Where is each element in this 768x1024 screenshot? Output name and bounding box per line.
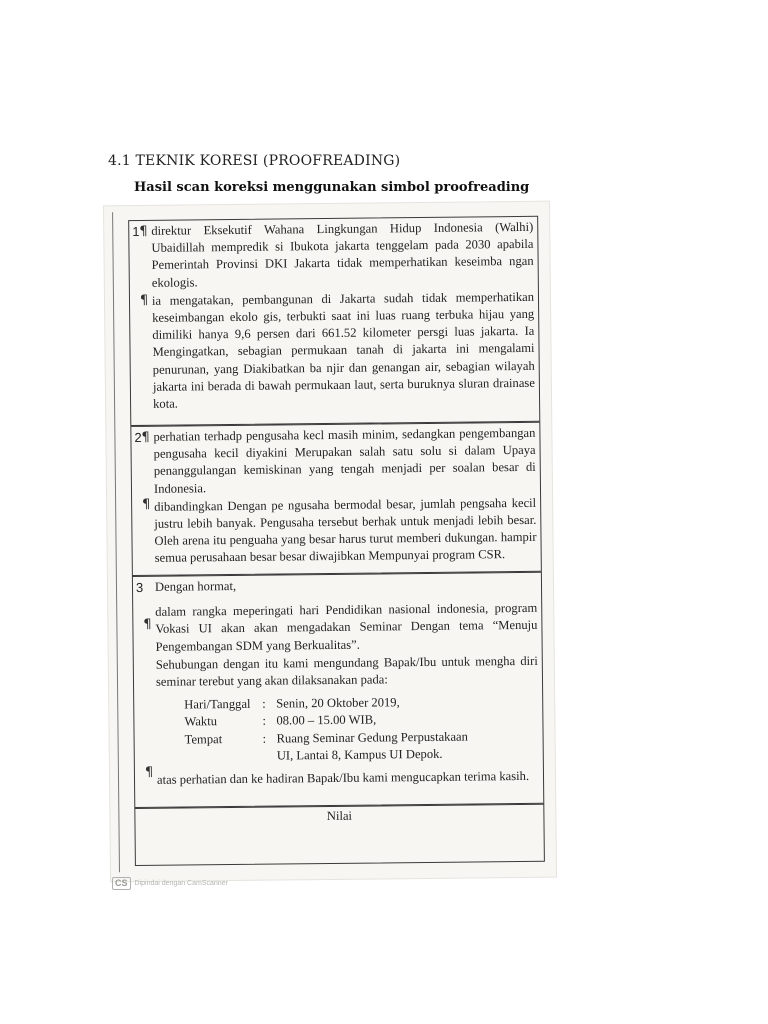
paragraph-mark-icon: ¶ — [144, 764, 154, 780]
exercise-text — [155, 575, 539, 789]
section-heading: 4.1 TEKNIK KORESI (PROOFREADING) — [108, 153, 401, 169]
schedule-row: Waktu : 08.00 – 15.00 WIB, — [184, 712, 377, 729]
exercise-box-2 — [130, 422, 542, 576]
exercise-box-3 — [132, 572, 544, 808]
page-edge-line — [112, 212, 120, 872]
paragraph: dibandingkan Dengan pe ngusaha bermodal besar, jumlah pengsaha kecil justru lebih banyak. Pengusaha tersebut berhak untuk menjadi lebih besar. Oleh arena itu penguaha yang besar harus turut memberi dukungan. hampir semua perusahaan besar besar diwajibkan Mempunyai program CSR. — [154, 495, 537, 566]
exercise-text — [151, 219, 535, 413]
paragraph: direktur Eksekutif Wahana Lingkungan Hidup Indonesia (Walhi) Ubaidillah mempredik si Ibukota jakarta tenggelam pada 2030 apabila Pemerintah Provinsi DKI Jakarta tidak memperhatikan keseimba ngan ekologis. — [151, 219, 534, 290]
schedule-row: Hari/Tanggal : Senin, 20 Oktober 2019, — [184, 695, 400, 712]
paragraph: perhatian terhadp pengusaha kecl masih minim, sedangkan pengembangan pengusaha kecil diyakini Merupakan salah satu solu si dalam Upaya penanggulangan kemiskinan yang tengah menjadi per soalan besar di Indonesia. — [153, 425, 536, 496]
camscanner-logo-icon: CS — [112, 877, 131, 890]
letter-closing: atas perhatian dan ke hadiran Bapak/Ibu kami mengucapkan terima kasih. — [156, 768, 530, 787]
paragraph: ia mengatakan, pembangunan di Jakarta sudah tidak memperhatikan keseimbangan ekolo gis, terbukti saat ini luas ruang terbuka hijau yang dimiliki hanya 9,6 persen dari 661.52 kilometer persgi luas jakarta. Ia Mengingatkan, sebagian permukaan tanah di jakarta ini mengalami penurunan, yang Diakibatkan ba njir dan genangan air, sebagian wilayah jakarta ini berada di bawah permukaan laut, serta buruknya sluran drainase kota. — [151, 289, 535, 411]
paragraph-mark-icon: ¶ — [139, 223, 148, 239]
paragraph: Sehubungan dengan itu kami mengundang Bapak/Ibu untuk mengha diri seminar terebut yang akan dilaksanakan pada: — [155, 653, 538, 689]
section-subheading: Hasil scan koreksi menggunakan simbol proofreading — [134, 180, 530, 195]
exercise-number: 3 — [135, 579, 144, 596]
exercise-box-1 — [128, 216, 540, 426]
scanner-watermark — [112, 877, 228, 890]
score-label: Nilai — [326, 808, 353, 824]
paragraph: dalam rangka meperingati hari Pendidikan nasional indonesia, program Vokasi UI akan akan mengadakan Seminar Dengan tema “Menuju Pengembangan SDM yang Berkualitas”. — [155, 601, 538, 654]
exercise-text — [153, 425, 536, 568]
watermark-text: Dipindai dengan CamScanner — [134, 880, 228, 887]
paragraph-mark-icon: ¶ — [141, 429, 150, 445]
letter-greeting: Dengan hormat, — [154, 578, 237, 594]
schedule-row: UI, Lantai 8, Kampus UI Depok. — [276, 746, 443, 763]
score-box — [134, 804, 545, 866]
scanned-page — [104, 202, 556, 882]
paragraph-mark-icon: ¶ — [139, 292, 149, 308]
paragraph-mark-icon: ¶ — [143, 616, 152, 632]
schedule-row: Tempat : Ruang Seminar Gedung Perpustakaan — [184, 729, 468, 747]
exercise-number: 1 — [132, 223, 140, 240]
paragraph-mark-icon: ¶ — [142, 496, 151, 512]
exercise-number: 2 — [134, 429, 142, 446]
event-schedule — [156, 693, 539, 766]
